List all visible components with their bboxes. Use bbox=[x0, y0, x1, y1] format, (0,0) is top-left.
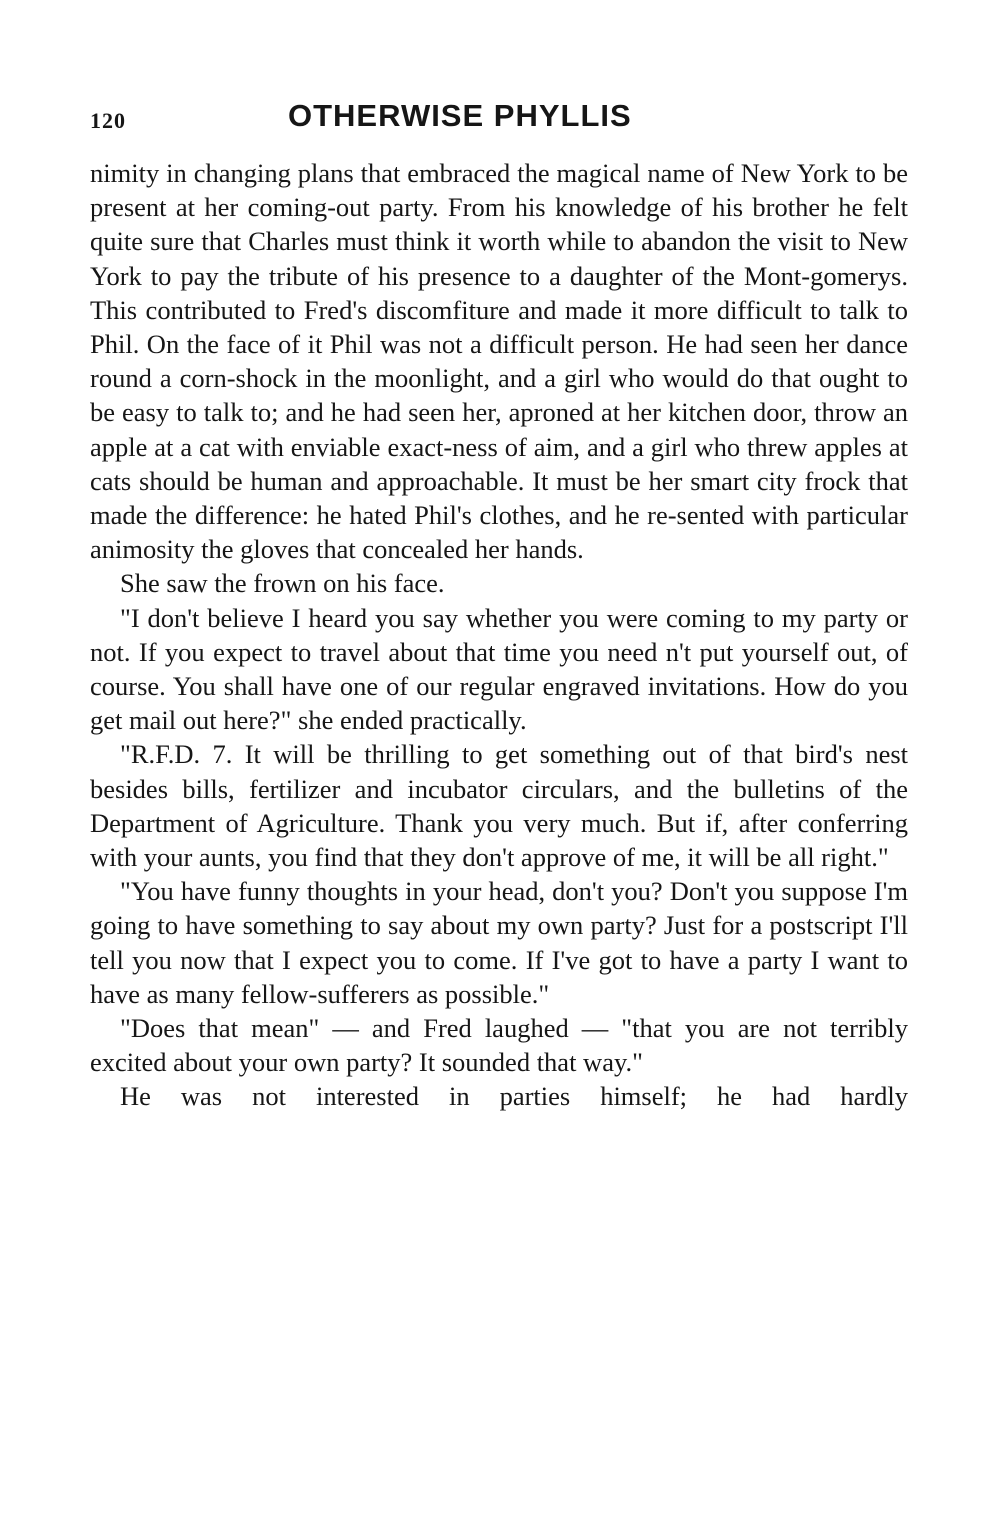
paragraph: She saw the frown on his face. bbox=[120, 568, 445, 599]
page-number: 120 bbox=[90, 108, 126, 133]
paragraph: "I don't believe I heard you say whether you were coming to my party or not. If you expect to travel about that time you need n't put yourself out, of course. You shall have one of our regular engraved invitations. How do you get mail out here?" she ended practically. bbox=[90, 602, 908, 736]
body-text bbox=[90, 156, 908, 1114]
running-title: OTHERWISE PHYLLIS bbox=[288, 98, 632, 133]
paragraph-continues: He was not interested in parties himself; he had hardly bbox=[120, 1081, 908, 1112]
page-header bbox=[90, 98, 910, 142]
paragraph-continued: nimity in changing plans that embraced the magical name of New York to be present at her coming-out party. From his knowledge of his brother he felt quite sure that Charles must think it worth while to abandon the visit to New York to pay the tribute of his presence to a daughter of the Mont-gomerys. This contributed to Fred's discomfiture and made it more difficult to talk to Phil. On the face of it Phil was not a difficult person. He had seen her dance round a corn-shock in the moonlight, and a girl who would do that ought to be easy to talk to; and he had seen her, aproned at her kitchen door, throw an apple at a cat with enviable exact-ness of aim, and a girl who threw apples at cats should be human and approachable. It must be her smart city frock that made the difference: he hated Phil's clothes, and he re-sented with particular animosity the gloves that concealed her hands. bbox=[90, 158, 908, 565]
paragraph: "Does that mean" — and Fred laughed — "that you are not terribly excited about your own party? It sounded that way." bbox=[90, 1013, 908, 1078]
paragraph: "R.F.D. 7. It will be thrilling to get something out of that bird's nest besides bills, fertilizer and incubator circulars, and the bulletins of the Department of Agriculture. Thank you very much. But if, after conferring with your aunts, you find that they don't approve of me, it will be all right." bbox=[90, 739, 908, 873]
paragraph: "You have funny thoughts in your head, don't you? Don't you suppose I'm going to have something to say about my own party? Just for a postscript I'll tell you now that I expect you to come. If I've got to have a party I want to have as many fellow-sufferers as possible." bbox=[90, 876, 908, 1009]
